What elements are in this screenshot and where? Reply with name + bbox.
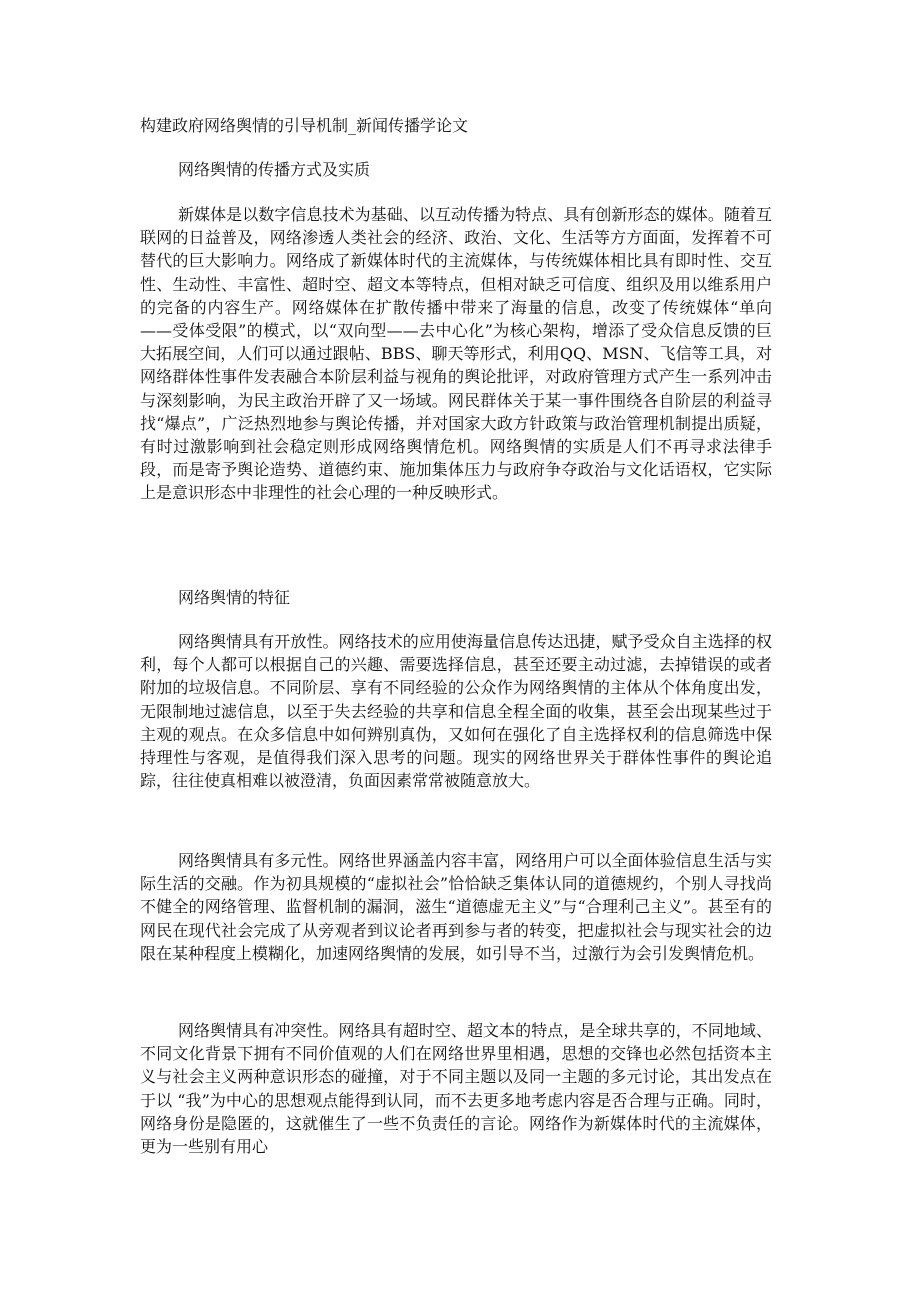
- section-heading-features: 网络舆情的特征: [178, 588, 291, 607]
- paragraph-conflict: 网络舆情具有冲突性。网络具有超时空、超文本的特点，是全球共享的，不同地域、不同文化背景下拥有不同价值观的人们在网络世界里相遇，思想的交锋也必然包括资本主义与社会主义两种意识形态的碰撞，对于不同主题以及同一主题的多元讨论，其出发点在于以 “我”为中心的思想观点能得到认同，而不去更多地考虑内容是否合理与正确。同时，网络身份是隐匿的，这就催生了一些不负责任的言论。网络作为新媒体时代的主流媒体，更为一些别有用心: [140, 1021, 772, 1157]
- paragraph-openness: 网络舆情具有开放性。网络技术的应用使海量信息传达迅捷，赋予受众自主选择的权利，每个人都可以根据自己的兴趣、需要选择信息，甚至还要主动过滤，去掉错误的或者附加的垃圾信息。不同阶层、享有不同经验的公众作为网络舆情的主体从个体角度出发，无限制地过滤信息，以至于失去经验的共享和信息全程全面的收集，甚至会出现某些过于主观的观点。在众多信息中如何辨别真伪，又如何在强化了自主选择权利的信息筛选中保持理性与客观，是值得我们深入思考的问题。现实的网络世界关于群体性事件的舆论追踪，往往使真相难以被澄清，负面因素常常被随意放大。: [140, 632, 772, 791]
- section-heading-spread: 网络舆情的传播方式及实质: [178, 160, 371, 179]
- document-title: 构建政府网络舆情的引导机制_新闻传播学论文: [140, 116, 469, 135]
- paragraph-spread-essence: 新媒体是以数字信息技术为基础、以互动传播为特点、具有创新形态的媒体。随着互联网的日益普及，网络渗透人类社会的经济、政治、文化、生活等方方面面，发挥着不可替代的巨大影响力。网络成了新媒体时代的主流媒体，与传统媒体相比具有即时性、交互性、生动性、丰富性、超时空、超文本等特点，但相对缺乏可信度、组织及用以维系用户的完备的内容生产。网络媒体在扩散传播中带来了海量的信息，改变了传统媒体“单向——受体受限”的模式，以“双向型——去中心化”为核心架构，增添了受众信息反馈的巨大拓展空间，人们可以通过跟帖、BBS、聊天等形式，利用QQ、MSN、飞信等工具，对网络群体性事件发表融合本阶层利益与视角的舆论批评，对政府管理方式产生一系列冲击与深刻影响，为民主政治开辟了又一场域。网民群体关于某一事件围绕各自阶层的利益寻找“爆点”，广泛热烈地参与舆论传播，并对国家大政方针政策与政治管理机制提出质疑，有时过激影响到社会稳定则形成网络舆情危机。网络舆情的实质是人们不再寻求法律手段，而是寄予舆论造势、道德约束、施加集体压力与政府争夺政治与文化话语权，它实际上是意识形态中非理性的社会心理的一种反映形式。: [140, 205, 772, 503]
- paragraph-diversity: 网络舆情具有多元性。网络世界涵盖内容丰富，网络用户可以全面体验信息生活与实际生活的交融。作为初具规模的“虚拟社会”恰恰缺乏集体认同的道德规约，个别人寻找尚不健全的网络管理、监督机制的漏洞，滋生“道德虚无主义”与“合理利己主义”。甚至有的网民在现代社会完成了从旁观者到议论者再到参与者的转变，把虚拟社会与现实社会的边限在某种程度上模糊化，加速网络舆情的发展，如引导不当，过激行为会引发舆情危机。: [140, 851, 772, 963]
